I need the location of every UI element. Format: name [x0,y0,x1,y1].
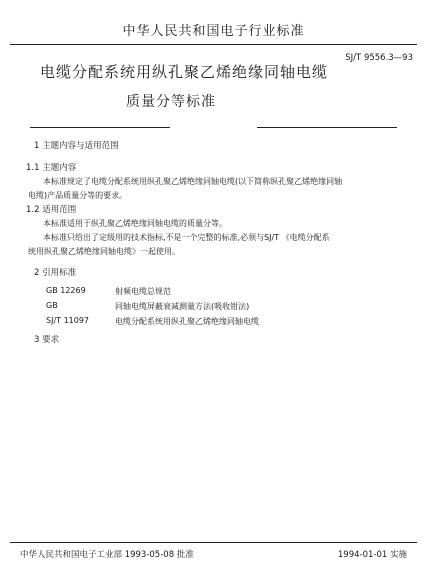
reference-title: 电缆分配系统用纵孔聚乙烯绝缘同轴电缆 [115,317,259,326]
reference-title: 射频电缆总规范 [115,287,171,296]
standard-number: SJ/T 9556.3—93 [345,53,413,63]
section-heading-2: 2 引用标准 [34,268,77,278]
paragraph-line: 电缆)产品质量分等的要求。 [28,191,128,200]
issue-statement: 中华人民共和国电子工业部 1993-05-08 批准 [20,550,194,560]
paragraph-line: 本标准只给出了定级用的技术指标,不是一个完整的标准,必须与SJ/T 《电缆分配系 [43,233,330,242]
section-heading-3: 3 要求 [34,335,60,345]
paragraph-line: 本标准适用于纵孔聚乙烯绝缘同轴电缆的质量分等。 [43,219,227,228]
header-rule [10,44,417,45]
subsection-heading-1-1: 1.1 主题内容 [26,163,77,173]
reference-code: GB [46,301,58,310]
document-title: 电缆分配系统用纵孔聚乙烯绝缘同轴电缆 [40,63,329,81]
title-rule-left [30,127,170,128]
reference-title: 同轴电缆屏蔽衰减测量方法(吸收钳法) [115,302,250,311]
subsection-heading-1-2: 1.2 适用范围 [26,205,77,215]
document-subtitle: 质量分等标准 [126,94,216,110]
title-rule-right [257,127,397,128]
paragraph-line: 统用纵孔聚乙烯绝缘同轴电缆》一起使用。 [28,247,180,256]
section-heading-1: 1 主题内容与适用范围 [34,141,119,151]
effective-date: 1994-01-01 实施 [337,550,407,560]
issuing-header: 中华人民共和国电子行业标准 [122,24,305,39]
reference-code: SJ/T 11097 [46,316,90,325]
reference-code: GB 12269 [46,286,86,295]
footer-rule [10,542,417,543]
paragraph-line: 本标准规定了电缆分配系统用纵孔聚乙烯绝缘同轴电缆(以下简称纵孔聚乙烯绝缘同轴 [43,177,343,186]
